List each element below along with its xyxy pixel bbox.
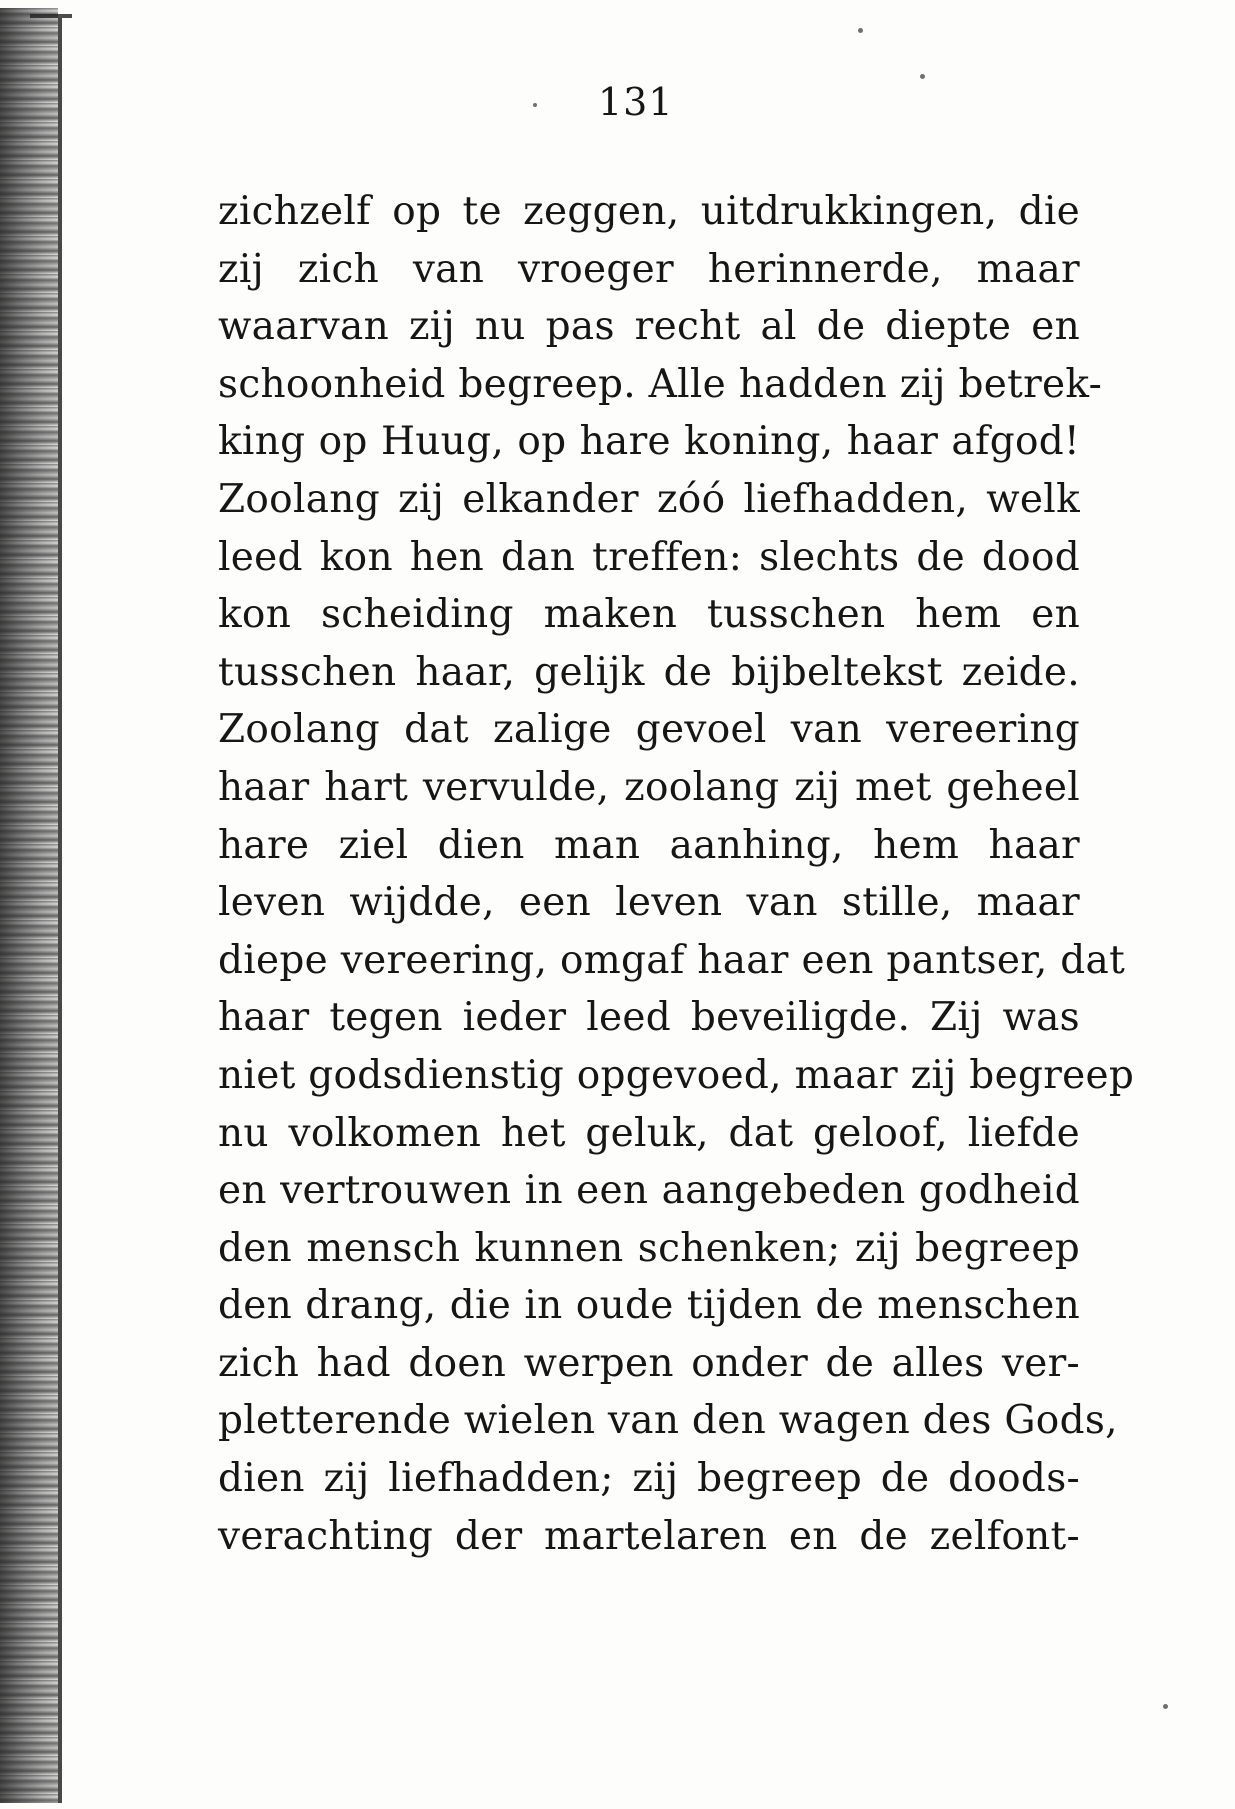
text-line: leven wijdde, een leven van stille, maar [218, 880, 1080, 926]
text-line: dien zij liefhadden; zij begreep de doods- [218, 1456, 1080, 1502]
text-line: Zoolang zij elkander zóó liefhadden, welk [218, 476, 1080, 522]
text-line: niet godsdienstig opgevoed, maar zij begreep [218, 1052, 1135, 1098]
text-line: tusschen haar, gelijk de bijbeltekst zeide. [218, 649, 1080, 695]
text-line: diepe vereering, omgaf haar een pantser, dat [218, 937, 1126, 983]
text-line: haar hart vervulde, zoolang zij met geheel [218, 764, 1080, 810]
text-line: zichzelf op te zeggen, uitdrukkingen, die [218, 189, 1080, 234]
text-line: zij zich van vroeger herinnerde, maar [218, 246, 1080, 292]
text-line: waarvan zij nu pas recht al de diepte en [218, 304, 1080, 350]
text-line: leed kon hen dan treffen: slechts de dood [218, 534, 1080, 580]
body-text [218, 183, 1135, 1565]
binding-edge [0, 8, 58, 1803]
text-line: Zoolang dat zalige gevoel van vereering [218, 707, 1080, 753]
scan-speck [920, 74, 925, 79]
text-line: haar tegen ieder leed beveiligde. Zij was [218, 995, 1080, 1041]
binding-edge-line [58, 18, 62, 1803]
text-line: pletterende wielen van den wagen des Gods, [218, 1398, 1118, 1444]
scan-speck [858, 28, 863, 33]
text-line: schoonheid begreep. Alle hadden zij betrek- [218, 361, 1103, 407]
text-line: verachting der martelaren en de zelfont- [218, 1513, 1080, 1559]
scan-speck [1163, 1704, 1168, 1709]
text-line: hare ziel dien man aanhing, hem haar [218, 822, 1080, 868]
binding-edge-top-mark [30, 14, 72, 18]
page-number: 131 [598, 80, 674, 124]
scan-speck [533, 103, 537, 107]
text-line: kon scheiding maken tusschen hem en [218, 592, 1080, 638]
text-line: den drang, die in oude tijden de menschen [218, 1283, 1080, 1329]
text-line: king op Huug, op hare koning, haar afgod! [218, 419, 1080, 465]
text-line: en vertrouwen in een aangebeden godheid [218, 1168, 1080, 1214]
text-line: zich had doen werpen onder de alles ver- [218, 1340, 1080, 1386]
text-line: nu volkomen het geluk, dat geloof, liefde [218, 1110, 1080, 1156]
text-line: den mensch kunnen schenken; zij begreep [218, 1225, 1080, 1271]
